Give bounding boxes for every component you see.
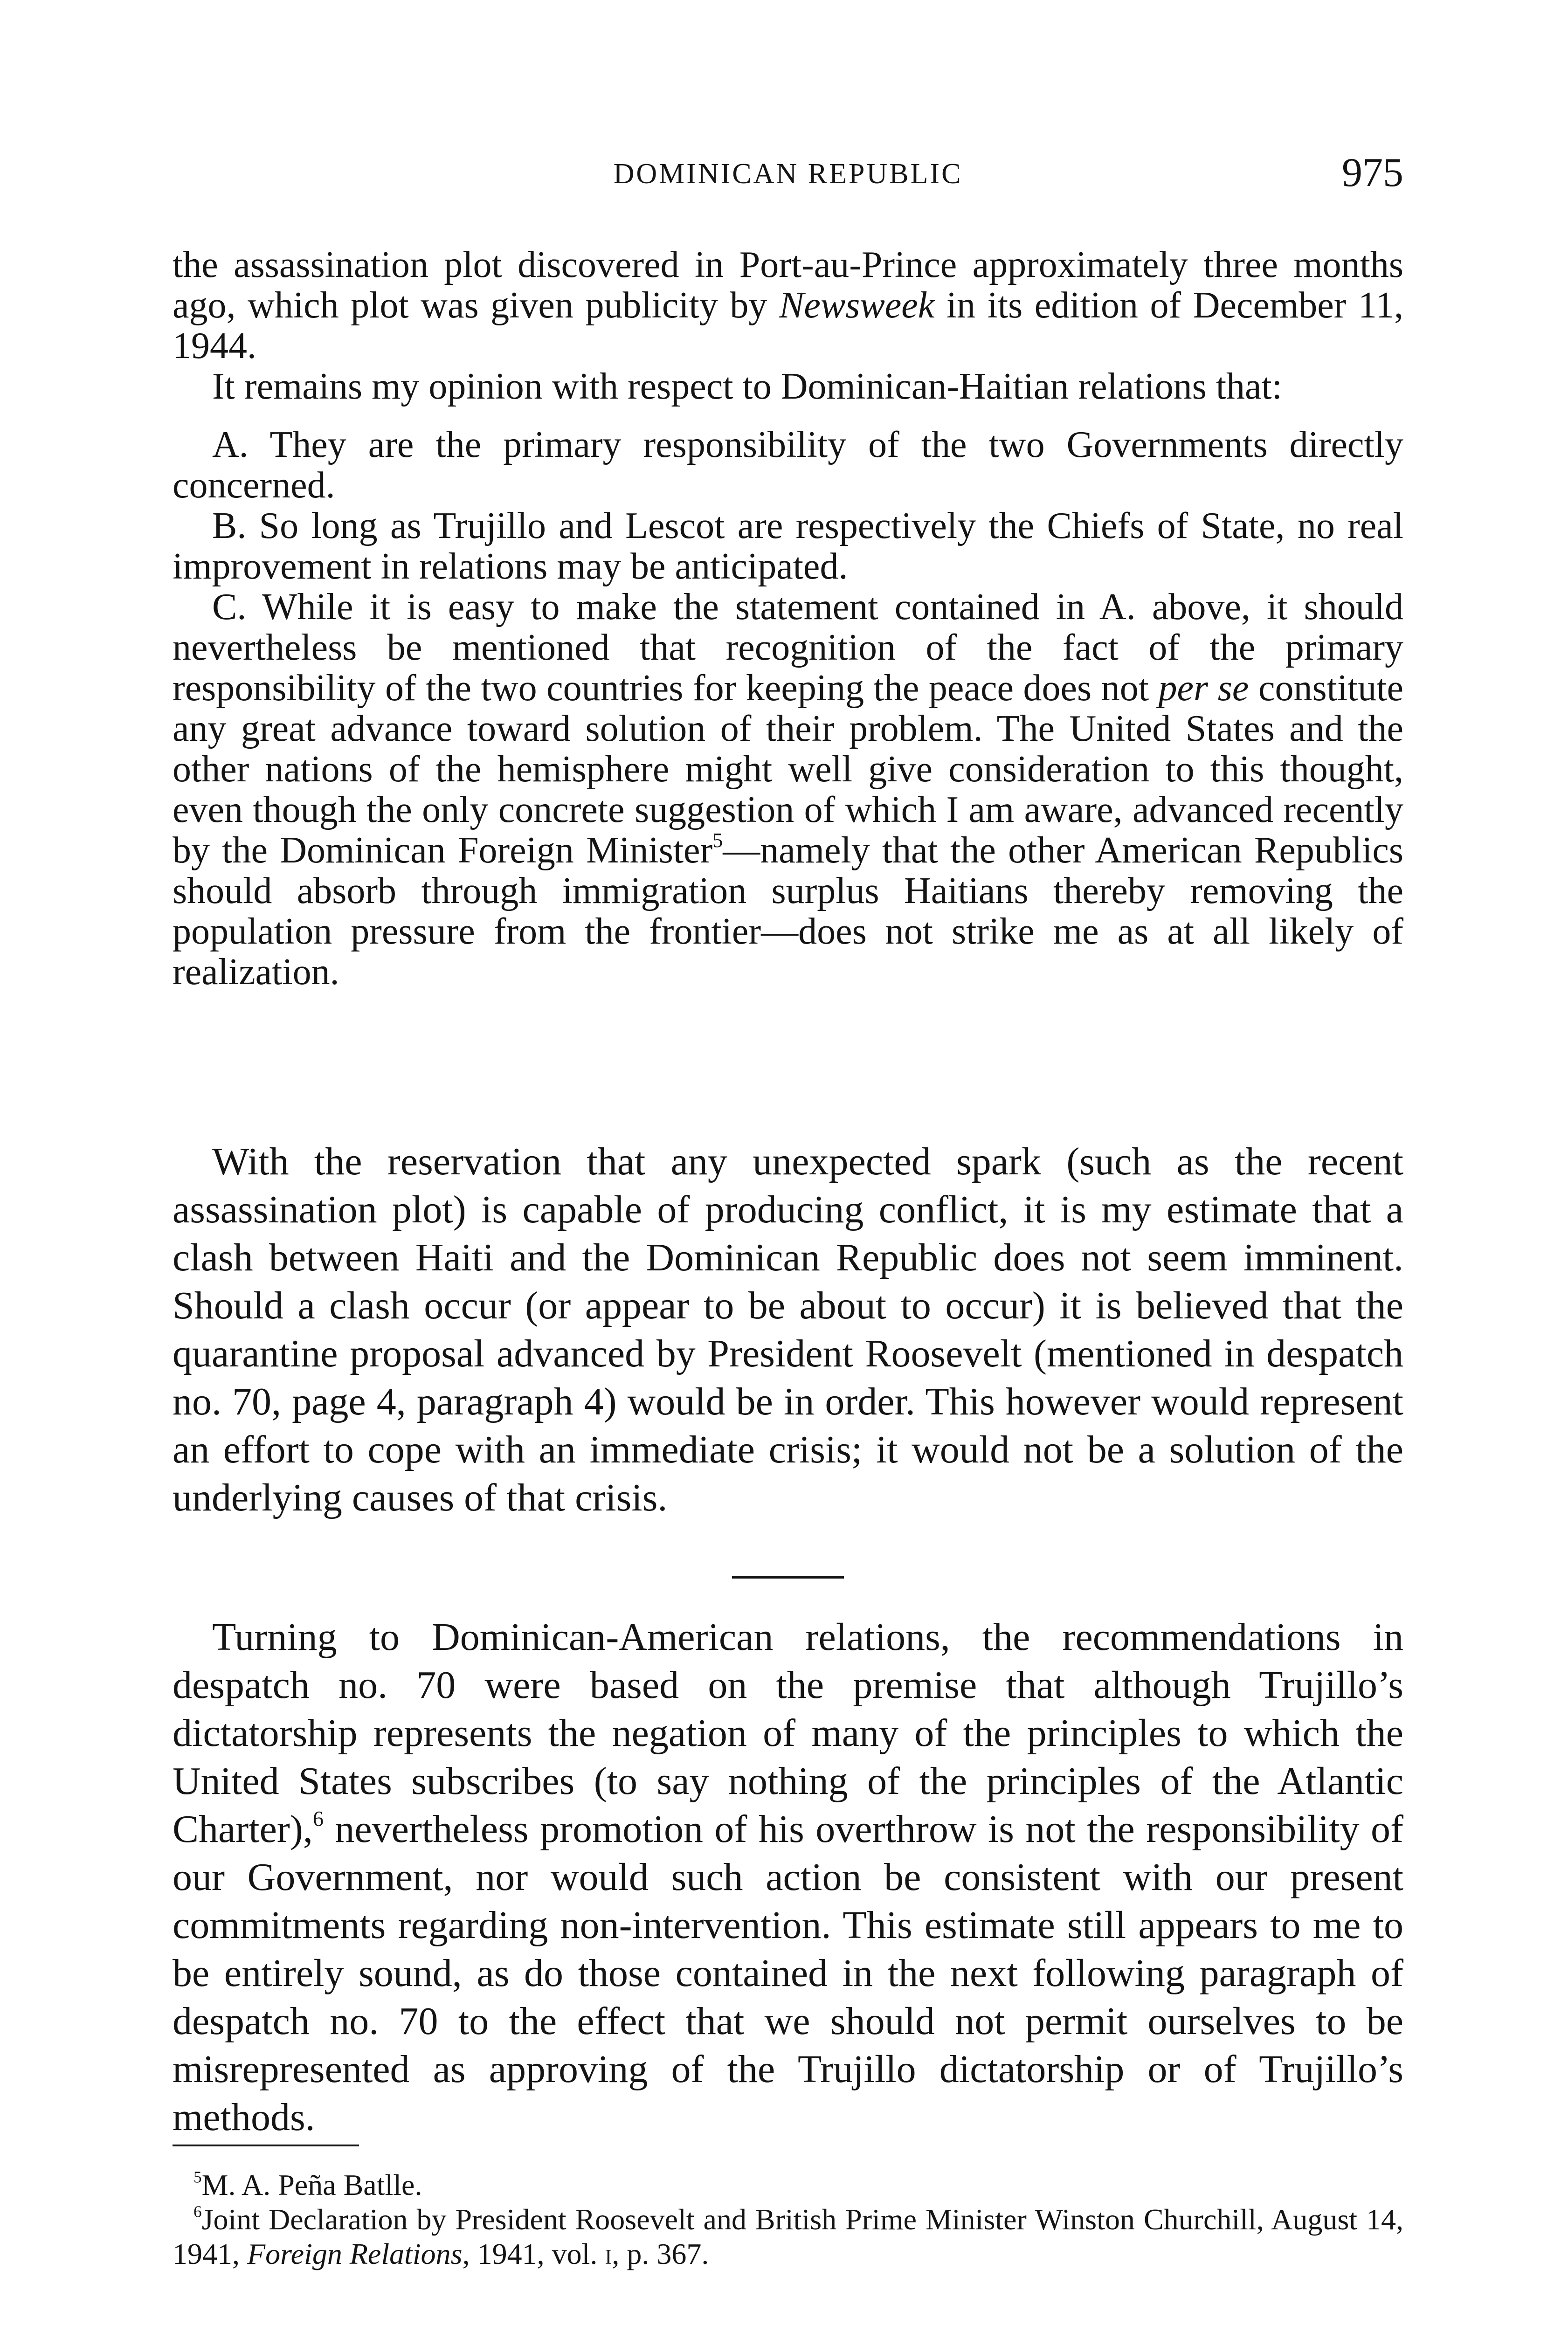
section-divider	[732, 1576, 844, 1579]
paragraph-opinion: It remains my opinion with respect to Dominican-Haitian relations that:	[212, 366, 1282, 407]
paragraph-clash-estimate: With the reservation that any unexpected spark (such as the recent assassination plot) is capable of producing conflict, it is my estimate that a clash between Haiti and the Dominican Republic does not seem imminent. Should a clash occur (or appear to be about to occur) it is believed that the quarantine proposal advanced by President Roosevelt (mentioned in despatch no. 70, page 4, paragraph 4) would be in order. This however would represent an effort to cope with an immediate crisis; it would not be a solution of the underlying causes of that crisis.	[173, 1140, 1403, 1519]
running-head: DOMINICAN REPUBLIC	[613, 158, 963, 190]
page-number: 975	[1342, 150, 1403, 195]
italic-per-se: per se	[1158, 668, 1249, 709]
section-american-relations	[173, 1613, 1403, 2141]
footnote-ref-6: 6	[312, 1807, 324, 1831]
italic-foreign-relations: Foreign Relations	[247, 2237, 463, 2270]
footnotes	[173, 2168, 1403, 2271]
paragraph-dominican-american: Turning to Dominican-American relations, the recommendations in despatch no. 70 were based on the premise that although Trujillo’s dictatorship represents the negation of many of the principles to which the United States subscribes (to say nothing of the principles of the Atlantic Charter),$^6$ nevertheless promotion of his overthrow is not the responsibility of our Government, nor would such action be consistent with our present commitments regarding non-intervention. This estimate still appears to me to be entirely sound, as do those contained in the next following paragraph of despatch no. 70 to the effect that we should not permit ourselves to be misrepresented as approving of the Trujillo dictatorship or of Trujillo’s methods.	[173, 1615, 1403, 2139]
italic-newsweek: Newsweek	[779, 285, 935, 326]
list-item-c: C. While it is easy to make the statement contained in A. above, it should nevertheless be mentioned that recognition of the fact of the primary responsibility of the two countries for keeping the peace does not per se constitute any great advance toward solution of their problem. The United States and the other nations of the hemisphere might well give consideration to this thought, even though the only concrete suggestion of which I am aware, advanced recently by the Dominican Foreign Minister$^5$—namely that the other American Republics should absorb through immigration surplus Haitians thereby removing the population pressure from the frontier—does not strike me as at all likely of realization.	[173, 586, 1404, 993]
list-item-a: A. They are the primary responsibility of the two Governments directly concerned.	[173, 424, 1403, 506]
list-item-b: B. So long as Trujillo and Lescot are respectively the Chiefs of State, no real improvement in relations may be anticipated.	[173, 505, 1403, 587]
page-header	[173, 150, 1403, 204]
footnote-rule	[173, 2145, 359, 2146]
section-haiti-relations	[173, 245, 1403, 993]
footnote-ref-5: 5	[712, 829, 723, 852]
footnote-6: $^6$Joint Declaration by President Roosevelt and British Prime Minister Winston Churchill, August 14, 1941, Foreign Relations, 1941, vol. i, p. 367.	[173, 2202, 1403, 2270]
paragraph-assassination-plot: the assassination plot discovered in Port-au-Prince approximately three months ago, which plot was given publicity by Newsweek in its edition of December 11, 1944.	[173, 244, 1404, 366]
footnote-5: $^5$M. A. Peña Batlle.	[193, 2168, 422, 2201]
section-clash-estimate	[173, 1138, 1403, 1522]
